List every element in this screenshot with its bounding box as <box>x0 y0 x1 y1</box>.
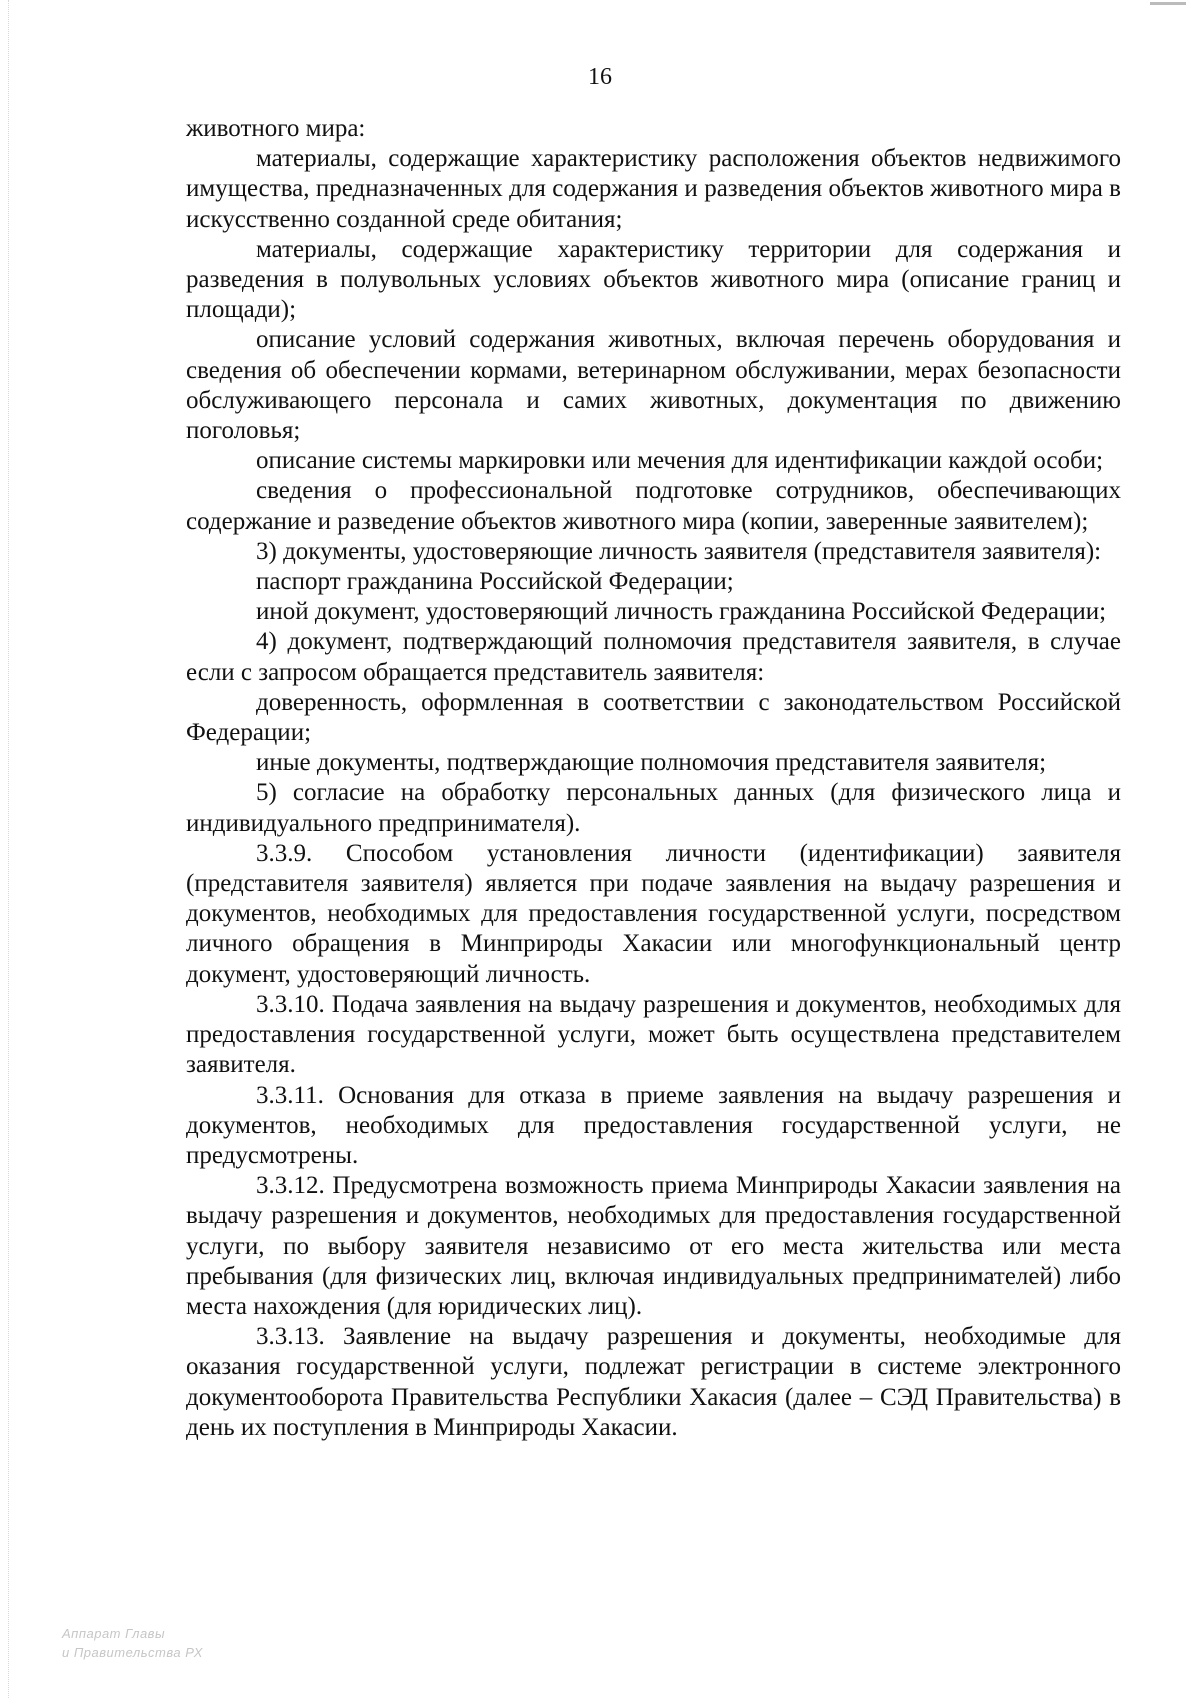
document-body <box>186 114 1121 1443</box>
paragraph: иные документы, подтверждающие полномочия представителя заявителя; <box>256 749 1047 777</box>
paragraph: описание условий содержания животных, включая перечень оборудования и сведения об обеспечении кормами, ветеринарном обслуживании, мерах безопасности обслуживающего персонала и самих животных, документация по движению поголовья; <box>186 326 1121 445</box>
paragraph: 3.3.12. Предусмотрена возможность приема Минприроды Хакасии заявления на выдачу разрешения и документов, необходимых для предоставления государственной услуги, по выбору заявителя независимо от его места жительства или места пребывания (для физических лиц, включая индивидуальных предпринимателей) либо места нахождения (для юридических лиц). <box>186 1172 1121 1320</box>
scan-edge-line <box>8 0 10 1698</box>
paragraph: сведения о профессиональной подготовке сотрудников, обеспечивающих содержание и разведение объектов животного мира (копии, заверенные заявителем); <box>186 477 1121 535</box>
page-number: 16 <box>588 64 612 90</box>
paragraph: 3.3.9. Способом установления личности (идентификации) заявителя (представителя заявителя) является при подаче заявления на выдачу разрешения и документов, необходимых для предоставления государственной услуги, посредством личного обращения в Минприроды Хакасии или многофункциональный центр документ, удостоверяющий личность. <box>186 839 1121 988</box>
office-stamp <box>62 1624 203 1662</box>
paragraph: материалы, содержащие характеристику расположения объектов недвижимого имущества, предназначенных для содержания и разведения объектов животного мира в искусственно созданной среде обитания; <box>186 145 1121 233</box>
paragraph: 3.3.10. Подача заявления на выдачу разрешения и документов, необходимых для предоставления государственной услуги, может быть осуществлена представителем заявителя. <box>186 990 1121 1079</box>
paragraph: доверенность, оформленная в соответствии с законодательством Российской Федерации; <box>186 688 1121 747</box>
paragraph: паспорт гражданина Российской Федерации; <box>256 568 734 596</box>
scan-artifact-mark <box>1150 2 1186 5</box>
paragraph: иной документ, удостоверяющий личность гражданина Российской Федерации; <box>256 598 1107 626</box>
paragraph: 3) документы, удостоверяющие личность заявителя (представителя заявителя): <box>256 537 1102 565</box>
stamp-line-2: и Правительства РХ <box>62 1645 203 1660</box>
paragraph: описание системы маркировки или мечения для идентификации каждой особи; <box>256 447 1104 475</box>
paragraph: животного мира: <box>186 115 366 142</box>
paragraph: 5) согласие на обработку персональных данных (для физического лица и индивидуального предпринимателя). <box>186 779 1121 837</box>
paragraph: 4) документ, подтверждающий полномочия представителя заявителя, в случае если с запросом обращается представитель заявителя: <box>186 628 1121 686</box>
paragraph: материалы, содержащие характеристику территории для содержания и разведения в полувольных условиях объектов животного мира (описание границ и площади); <box>186 235 1121 324</box>
paragraph: 3.3.11. Основания для отказа в приеме заявления на выдачу разрешения и документов, необходимых для предоставления государственной услуги, не предусмотрены. <box>186 1081 1121 1169</box>
stamp-line-1: Аппарат Главы <box>62 1626 166 1641</box>
paragraph: 3.3.13. Заявление на выдачу разрешения и документы, необходимые для оказания государственной услуги, подлежат регистрации в системе электронного документооборота Правительства Республики Хакасия (далее – СЭД Правительства) в день их поступления в Минприроды Хакасии. <box>186 1323 1121 1441</box>
